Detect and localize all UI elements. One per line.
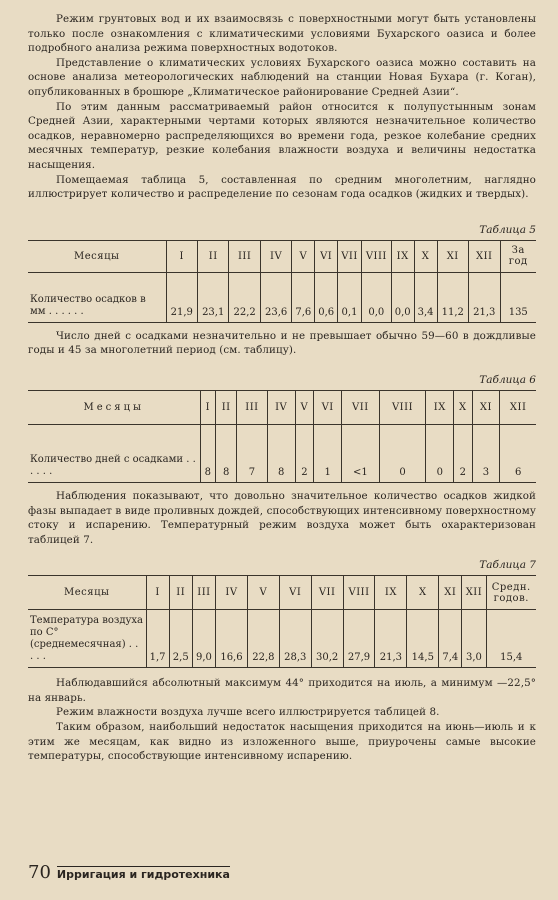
table-5 <box>28 240 536 323</box>
month-header: III <box>229 240 260 272</box>
month-header: X <box>454 390 472 424</box>
cell: 1,7 <box>146 610 169 668</box>
cell: 2,5 <box>169 610 192 668</box>
cell: 8 <box>200 424 216 482</box>
cell: 28,3 <box>279 610 311 668</box>
cell: 21,9 <box>166 272 197 322</box>
month-header: XII <box>500 390 536 424</box>
month-header: III <box>237 390 267 424</box>
cell: 0,1 <box>338 272 362 322</box>
month-header: VIII <box>379 390 426 424</box>
month-header: VII <box>311 576 343 610</box>
paragraph: По этим данным рассматриваемый район относится к полупустынным зонам Средней Азии, характерными чертами которых являются незначительное количество осадков, неравномерно распределяющихся во времени года, резкое колебание средних месячных температур, резкие колебания влажности воздуха и величины недостатка насыщения. <box>28 100 536 171</box>
year-header: За год <box>500 240 536 272</box>
table-6 <box>28 390 536 483</box>
cell: 135 <box>500 272 536 322</box>
month-header: II <box>216 390 237 424</box>
month-header: V <box>247 576 279 610</box>
month-header: VIII <box>361 240 391 272</box>
page-footer <box>28 862 230 883</box>
journal-title: Ирригация и гидротехника <box>56 868 230 881</box>
table-5-head-label: Месяцы <box>74 250 120 262</box>
month-header: X <box>407 576 439 610</box>
cell: 2 <box>454 424 472 482</box>
cell: 27,9 <box>343 610 375 668</box>
cell: 0 <box>379 424 426 482</box>
cell: 22,8 <box>247 610 279 668</box>
cell: 3,4 <box>414 272 437 322</box>
month-header: IX <box>391 240 414 272</box>
month-header: II <box>169 576 192 610</box>
closing-text <box>28 676 536 764</box>
table-7 <box>28 575 536 668</box>
month-header: XI <box>439 576 462 610</box>
cell: 22,2 <box>229 272 260 322</box>
cell: 23,1 <box>197 272 228 322</box>
month-header: I <box>166 240 197 272</box>
intro-text <box>28 12 536 202</box>
table-row <box>28 424 536 482</box>
month-header: V <box>292 240 315 272</box>
paragraph: Представление о климатических условиях Бухарского оазиса можно составить на основе анализа метеорологических наблюдений на станции Новая Бухара (г. Коган), опубликованных в брошюре „Климатическое районирование Средней Азии“. <box>28 56 536 98</box>
month-header: VI <box>279 576 311 610</box>
cell: 6 <box>500 424 536 482</box>
cell: 23,6 <box>260 272 291 322</box>
month-header: VI <box>314 390 342 424</box>
month-header: VI <box>315 240 338 272</box>
cell: 8 <box>267 424 295 482</box>
annual-mean-header: Средн. годов. <box>486 576 536 610</box>
cell: 21,3 <box>468 272 500 322</box>
page-number: 70 <box>28 862 51 883</box>
month-header: V <box>295 390 314 424</box>
month-header: IV <box>260 240 291 272</box>
cell: 0,0 <box>361 272 391 322</box>
month-header: III <box>192 576 215 610</box>
paragraph: Режим влажности воздуха лучше всего иллюстрируется таблицей 8. <box>56 706 440 719</box>
cell: 11,2 <box>437 272 468 322</box>
paragraph: Число дней с осадками незначительно и не превышает обычно 59—60 в дождливые годы и 45 за многолетний период (см. таблицу). <box>28 329 536 357</box>
month-header: X <box>414 240 437 272</box>
table-row <box>28 272 536 322</box>
month-header: IX <box>426 390 454 424</box>
table-7-head-label: Месяцы <box>64 587 110 599</box>
cell: 7,4 <box>439 610 462 668</box>
cell: 0 <box>426 424 454 482</box>
table-6-head-label: Месяцы <box>83 401 144 413</box>
month-header: I <box>146 576 169 610</box>
month-header: VII <box>338 240 362 272</box>
row-label: Количество дней с осадками . . . . . . <box>30 453 196 477</box>
table-6-block <box>28 374 536 483</box>
table-7-block <box>28 559 536 668</box>
cell: 7 <box>237 424 267 482</box>
month-header: IX <box>375 576 407 610</box>
paragraph: Таким образом, наибольший недостаток насыщения приходится на июнь—июль и к этим же месяцам, как видно из изложенного выше, приурочены самые высокие температуры, способствующие интенсивному испарению. <box>28 721 536 763</box>
paragraph: Наблюдавшийся абсолютный максимум 44° приходится на июль, а минимум —22,5° на январь. <box>28 677 536 704</box>
month-header: IV <box>267 390 295 424</box>
cell: 0,0 <box>391 272 414 322</box>
month-header: XI <box>472 390 500 424</box>
cell: <1 <box>342 424 379 482</box>
month-header: VII <box>342 390 379 424</box>
table-row <box>28 610 536 668</box>
cell: 3,0 <box>462 610 486 668</box>
cell: 9,0 <box>192 610 215 668</box>
month-header: XII <box>462 576 486 610</box>
paragraph: Помещаемая таблица 5, составленная по средним многолетним, наглядно иллюстрирует количество и распределение по сезонам года осадков (жидких и твердых). <box>28 173 536 201</box>
table-5-block <box>28 224 536 323</box>
month-header: IV <box>216 576 248 610</box>
cell: 7,6 <box>292 272 315 322</box>
cell: 21,3 <box>375 610 407 668</box>
month-header: XII <box>468 240 500 272</box>
month-header: II <box>197 240 228 272</box>
month-header: VIII <box>343 576 375 610</box>
row-label: Температура воздуха по C° (среднемесячная) . . . . . <box>30 615 144 663</box>
cell: 1 <box>314 424 342 482</box>
table-6-caption: Таблица 6 <box>479 373 536 386</box>
cell: 16,6 <box>216 610 248 668</box>
paragraph: Режим грунтовых вод и их взаимосвязь с поверхностными могут быть установлены только после ознакомления с климатическими условиями Бухарского оазиса и более подробного анализа режима поверхностных водотоков. <box>28 13 536 55</box>
cell: 0,6 <box>315 272 338 322</box>
cell: 2 <box>295 424 314 482</box>
row-label: Количество осадков в мм . . . . . . <box>30 293 146 317</box>
cell: 3 <box>472 424 500 482</box>
month-header: XI <box>437 240 468 272</box>
paragraph: Наблюдения показывают, что довольно значительное количество осадков жидкой фазы выпадает в виде проливных дождей, способствующих интенсивному поверхностному стоку и испарению. Температурный режим воздуха может быть охарактеризован таблицей 7. <box>28 489 536 546</box>
month-header: I <box>200 390 216 424</box>
table-7-caption: Таблица 7 <box>479 559 536 572</box>
cell: 30,2 <box>311 610 343 668</box>
cell: 15,4 <box>486 610 536 668</box>
cell: 14,5 <box>407 610 439 668</box>
cell: 8 <box>216 424 237 482</box>
table-5-caption: Таблица 5 <box>479 223 536 236</box>
